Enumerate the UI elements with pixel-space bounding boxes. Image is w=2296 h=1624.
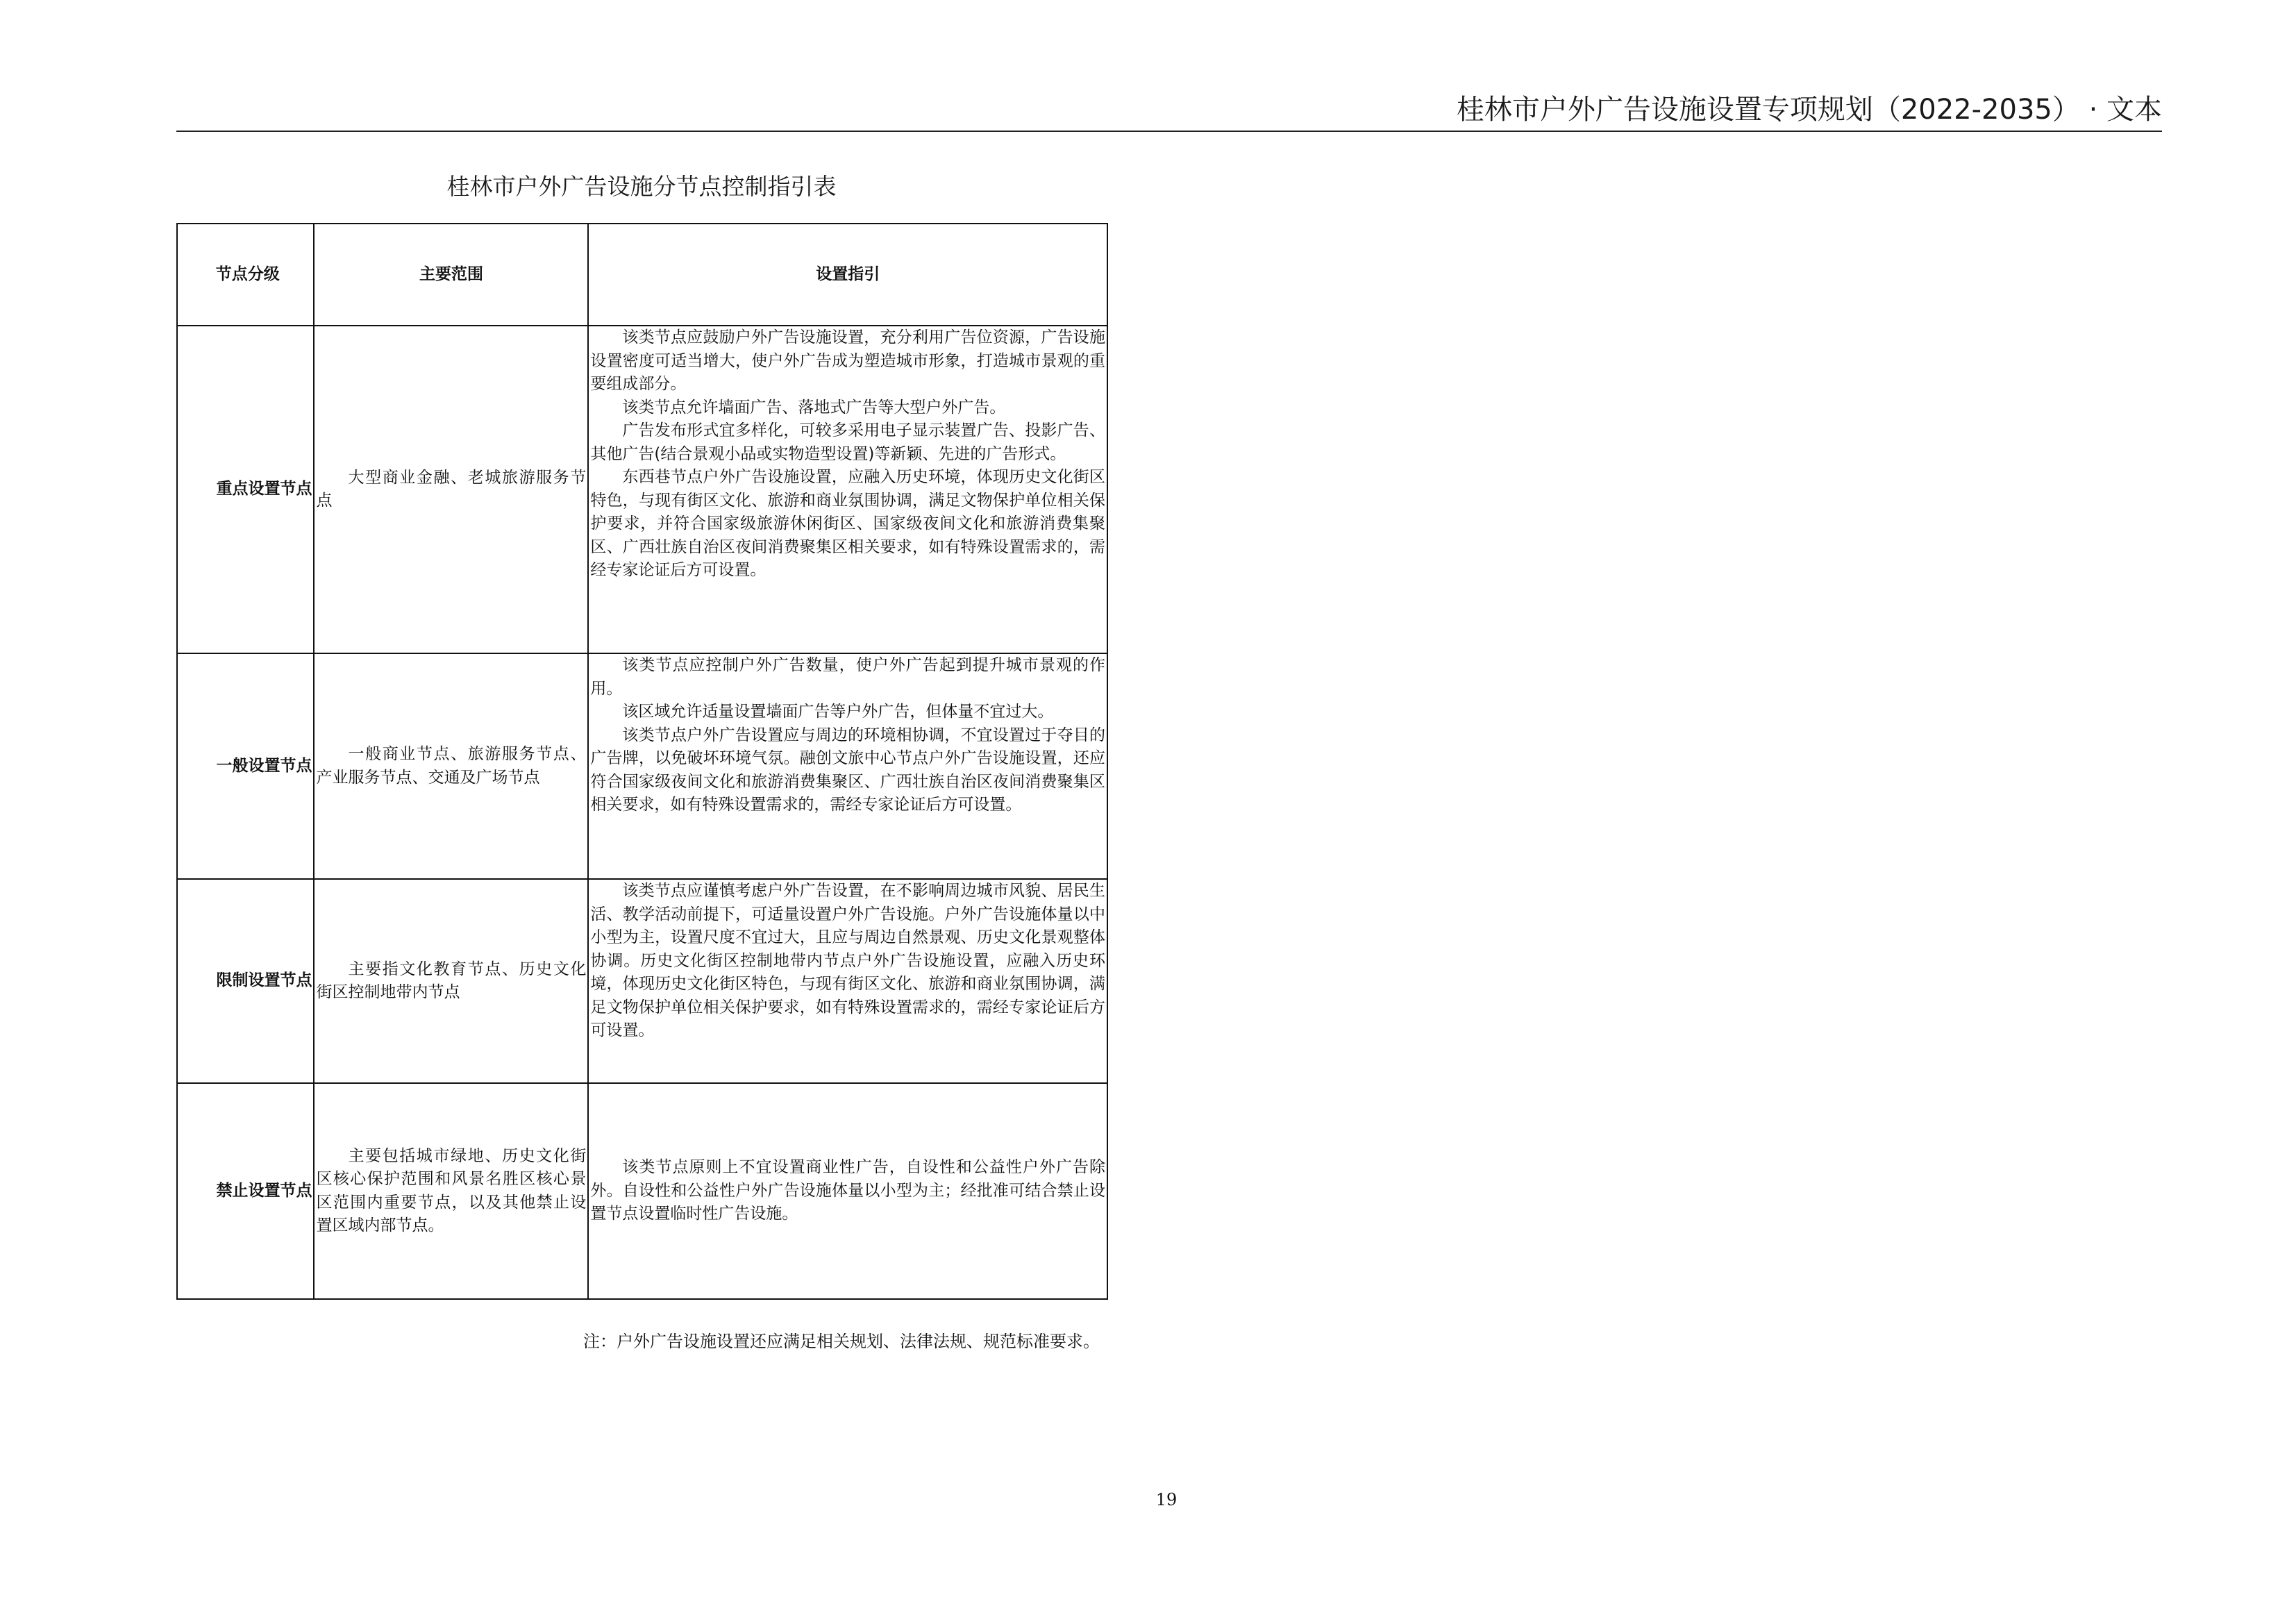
column-header-guide: 设置指引	[588, 224, 1107, 326]
table-caption: 桂林市户外广告设施分节点控制指引表	[446, 173, 837, 200]
node-scope-cell	[314, 879, 588, 1083]
guide-paragraph: 该类节点原则上不宜设置商业性广告，自设性和公益性户外广告除外。自设性和公益性户外广告设施体量以小型为主；经批准可结合禁止设置节点设置临时性广告设施。	[590, 1158, 1105, 1223]
node-level-cell: 重点设置节点	[177, 326, 314, 653]
guide-paragraph: 该类节点应鼓励户外广告设施设置，充分利用广告位资源，广告设施设置密度可适当增大，使户外广告成为塑造城市形象，打造城市景观的重要组成部分。	[590, 328, 1105, 393]
header-divider	[176, 131, 2162, 132]
guide-paragraph: 该区域允许适量设置墙面广告等户外广告，但体量不宜过大。	[622, 703, 1054, 721]
node-guide-cell	[588, 1083, 1107, 1299]
node-scope-cell	[314, 1083, 588, 1299]
guide-paragraph: 该类节点应谨慎考虑户外广告设置，在不影响周边城市风貌、居民生活、教学活动前提下，可适量设置户外广告设施。户外广告设施体量以中小型为主，设置尺度不宜过大，且应与周边自然景观、历史文化景观整体协调。历史文化街区控制地带内节点户外广告设施设置，应融入历史环境，体现历史文化街区特色，与现有街区文化、旅游和商业氛围协调，满足文物保护单位相关保护要求，如有特殊设置需求的，需经专家论证后方可设置。	[590, 882, 1105, 1039]
table-row	[177, 879, 1107, 1083]
node-level-cell: 限制设置节点	[177, 879, 314, 1083]
table-footnote: 注：户外广告设施设置还应满足相关规划、法律法规、规范标准要求。	[583, 1332, 1100, 1351]
scope-text: 主要包括城市绿地、历史文化街区核心保护范围和风景名胜区核心景区范围内重要节点，以及其他禁止设置区域内部节点。	[316, 1146, 587, 1234]
scope-text: 一般商业节点、旅游服务节点、产业服务节点、交通及广场节点	[316, 745, 587, 787]
guide-paragraph: 该类节点应控制户外广告数量，使户外广告起到提升城市景观的作用。	[590, 656, 1105, 698]
node-level-cell: 禁止设置节点	[177, 1083, 314, 1299]
guide-paragraph: 东西巷节点户外广告设施设置，应融入历史环境，体现历史文化街区特色，与现有街区文化、旅游和商业氛围协调，满足文物保护单位相关保护要求，并符合国家级旅游休闲街区、国家级夜间文化和旅游消费集聚区、广西壮族自治区夜间消费聚集区相关要求，如有特殊设置需求的，需经专家论证后方可设置。	[590, 468, 1105, 579]
node-level-cell: 一般设置节点	[177, 653, 314, 879]
scope-text: 大型商业金融、老城旅游服务节点	[316, 468, 587, 510]
node-scope-cell	[314, 653, 588, 879]
page-number: 19	[1155, 1490, 1178, 1509]
node-scope-cell	[314, 326, 588, 653]
node-guide-cell	[588, 653, 1107, 879]
guide-paragraph: 该类节点允许墙面广告、落地式广告等大型户外广告。	[622, 398, 1006, 417]
scope-text: 主要指文化教育节点、历史文化街区控制地带内节点	[316, 960, 587, 1001]
table-row	[177, 1083, 1107, 1299]
table-row	[177, 653, 1107, 879]
table-header-row	[177, 224, 1107, 326]
column-header-level: 节点分级	[177, 224, 314, 326]
column-header-scope: 主要范围	[314, 224, 588, 326]
node-guide-cell	[588, 326, 1107, 653]
table-row	[177, 326, 1107, 653]
document-header-title: 桂林市户外广告设施设置专项规划（2022-2035） · 文本	[1456, 94, 2162, 126]
node-control-guide-table	[176, 223, 1108, 1300]
node-guide-cell	[588, 879, 1107, 1083]
guide-paragraph: 该类节点户外广告设置应与周边的环境相协调，不宜设置过于夺目的广告牌，以免破坏环境气氛。融创文旅中心节点户外广告设施设置，还应符合国家级夜间文化和旅游消费集聚区、广西壮族自治区夜间消费聚集区相关要求，如有特殊设置需求的，需经专家论证后方可设置。	[590, 726, 1105, 814]
guide-paragraph: 广告发布形式宜多样化，可较多采用电子显示装置广告、投影广告、其他广告(结合景观小品或实物造型设置)等新颖、先进的广告形式。	[590, 421, 1105, 463]
